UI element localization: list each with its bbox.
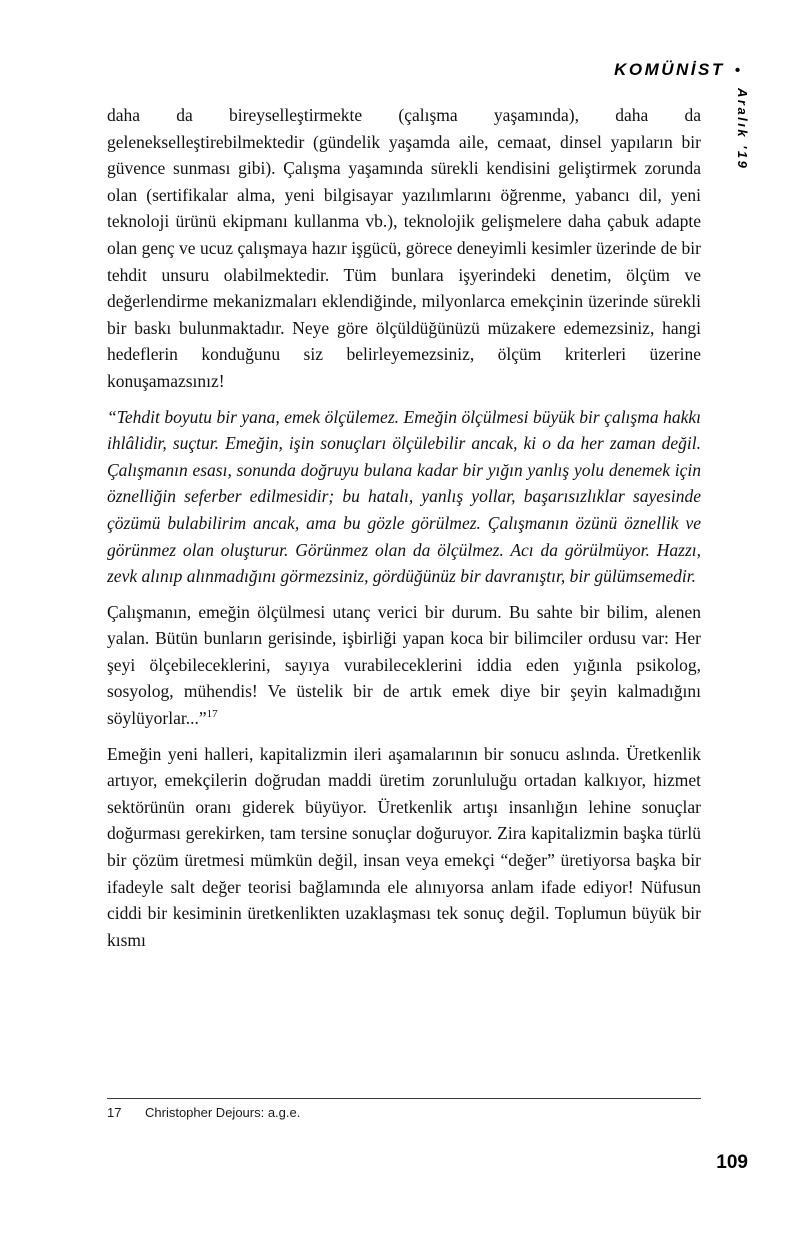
body-text [107,102,701,962]
footnote-number: 17 [107,1105,122,1120]
footnote-reference: 17 [206,708,218,721]
issue-label-vertical: Aralık '19 [735,88,750,171]
footnote [107,1098,701,1120]
footnote-text: Christopher Dejours: a.g.e. [145,1105,301,1120]
magazine-title: KOMÜNİST [614,60,725,79]
page-header [614,60,740,80]
paragraph-4: Emeğin yeni halleri, kapitalizmin ileri aşamalarının bir sonucu aslında. Üretkenlik artıyor, emekçilerin doğrudan maddi üretim zorunluluğu ortadan kalkıyor, hizmet sektörünün oranı giderek büyüyor. Üretkenlik artışı insanlığın lehine sonuçlar doğurması gerekirken, tam tersine sonuçlar doğuruyor. Zira kapitalizmin başka türlü bir çözüm üretmesi mümkün değil, insan veya emekçi “değer” üretiyorsa başka bir ifadeyle salt değer teorisi bağlamında ele alınıyorsa anlam ifade ediyor! Nüfusun ciddi bir kesiminin üretkenlikten uzaklaşması tek sonuç değil. Toplumun büyük bir kısmı [107,743,701,950]
paragraph-1: daha da bireyselleştirmekte (çalışma yaşamında), daha da gelenekselleştirebilmektedir (gündelik yaşamda aile, cemaat, dinsel yapıların bir güvence sunması gibi). Çalışma yaşamında sürekli kendisini geliştirmek zorunda olan (sertifikalar alma, yeni bilgisayar yazılımlarını öğrenme, yabancı dil, yeni teknoloji ürünü ekipmanı kullanma vb.), teknolojik gelişmelere daha çabuk adapte olan genç ve ucuz çalışmaya hazır işgücü, görece deneyimli kesimler üzerinde de bir tehdit unsuru olabilmektedir. Tüm bunlara işyerindeki denetim, ölçüm ve değerlendirme mekanizmaları eklendiğinde, milyonlarca emekçinin üzerinde sürekli bir baskı bulunmaktadır. Neye göre ölçüldüğünüzü müzakere edemezsiniz, hangi hedeflerin konduğunu siz belirleyemezsiniz, ölçüm kriterleri üzerine konuşamazsınız! [107,105,701,391]
quote-paragraph: “Tehdit boyutu bir yana, emek ölçülemez. Emeğin ölçülmesi büyük bir çalışma hakkı ihlâlidir, suçtur. Emeğin, işin sonuçları ölçülebilir ancak, ki o da her zaman değil. Çalışmanın esası, sonunda doğruyu bulana kadar bir yığın yanlış yolu denemek için öznelliğin seferber edilmesidir; bu hatalı, yanlış yollar, başarısızlıklar sayesinde çözümü bulabilirim ancak, ama bu gözle görülmez. Çalışmanın özünü öznellik ve görünmez olan oluşturur. Görünmez olan da ölçülmez. Acı da görülmüyor. Hazzı, zevk alınıp alınmadığını görmezsiniz, gördüğünüz bir davranıştır, bir gülümsemedir. [107,406,701,587]
paragraph-3 [107,599,701,732]
header-bullet-icon: • [734,61,740,79]
page-number: 109 [716,1152,748,1173]
paragraph-3-text: Çalışmanın, emeğin ölçülmesi utanç verici bir durum. Bu sahte bir bilim, alenen yalan. Bütün bunların gerisinde, işbirliği yapan koca bir bilimciler ordusu var: Her şeyi ölçebileceklerini, sayıya vurabileceklerini iddia eden yığınla psikolog, sosyolog, mühendis! Ve üstelik bir de artık emek diye bir şeyin kalmadığını söylüyorlar...” [107,601,701,729]
